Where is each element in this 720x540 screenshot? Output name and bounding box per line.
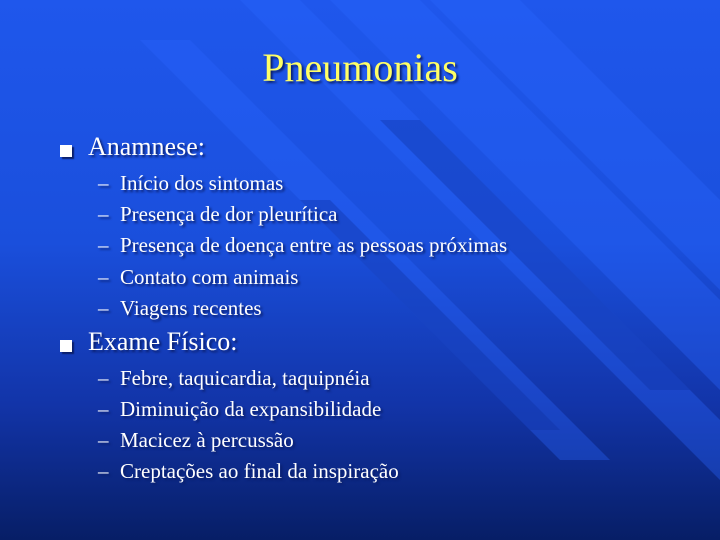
section-heading-exame-fisico: Exame Físico: bbox=[88, 327, 238, 356]
bullet-square-icon bbox=[60, 145, 72, 157]
dash-icon: – bbox=[98, 428, 109, 452]
list-item: Viagens recentes bbox=[120, 296, 262, 320]
slide-title: Pneumonias bbox=[262, 45, 458, 90]
list-item: Início dos sintomas bbox=[120, 171, 284, 195]
list-item: Presença de dor pleurítica bbox=[120, 202, 338, 226]
list-item: Macicez à percussão bbox=[120, 428, 294, 452]
dash-icon: – bbox=[98, 265, 109, 289]
list-item: Diminuição da expansibilidade bbox=[120, 397, 382, 421]
dash-icon: – bbox=[98, 171, 109, 195]
dash-icon: – bbox=[98, 202, 109, 226]
dash-icon: – bbox=[98, 366, 109, 390]
list-item: Creptações ao final da inspiração bbox=[120, 459, 399, 483]
bullet-square-icon bbox=[60, 340, 72, 352]
list-item: Contato com animais bbox=[120, 265, 299, 289]
dash-icon: – bbox=[98, 459, 109, 483]
list-item: Presença de doença entre as pessoas próximas bbox=[120, 233, 508, 257]
dash-icon: – bbox=[98, 233, 109, 257]
list-item: Febre, taquicardia, taquipnéia bbox=[120, 366, 370, 390]
dash-icon: – bbox=[98, 296, 109, 320]
section-heading-anamnese: Anamnese: bbox=[88, 132, 205, 161]
dash-icon: – bbox=[98, 397, 109, 421]
